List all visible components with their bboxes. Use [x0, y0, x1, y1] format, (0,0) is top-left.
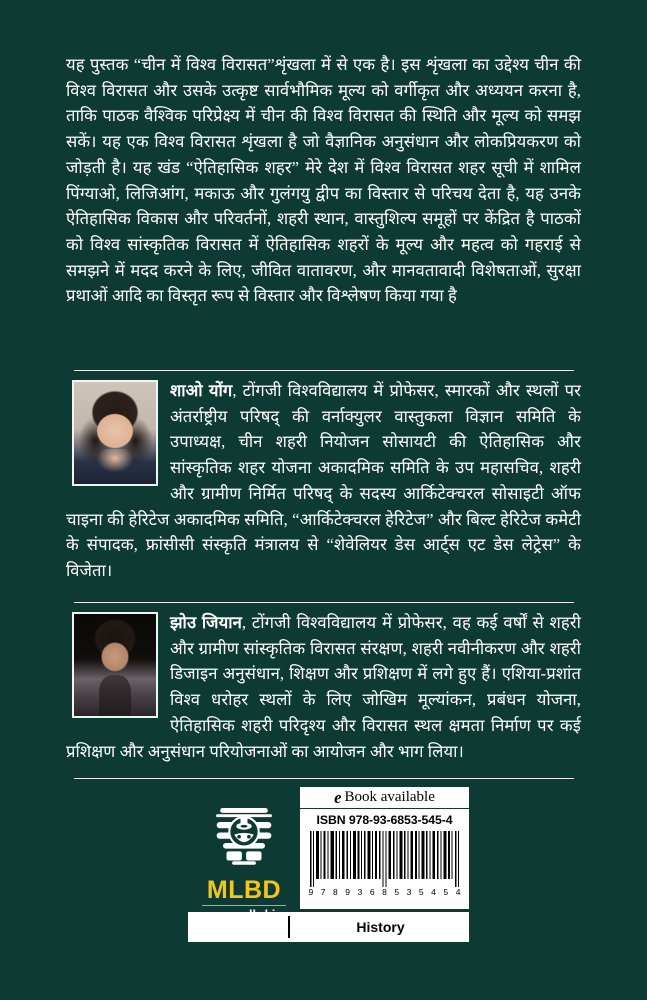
author-block-two [66, 610, 581, 764]
author-two-bio: , टोंगजी विश्वविद्यालय में प्रोफेसर, वह कई वर्षों से शहरी और ग्रामीण सांस्कृतिक विरासत संरक्षण, शहरी नवीनीकरण और शहरी डिजाइन अनुसंधान, शिक्षण और प्रशिक्षण में लगे हुए हैं। एशिया-प्रशांत विश्व धरोहर स्थलों के लिए जोखिम मूल्यांकन, प्रबंधन योजना, ऐतिहासिक शहरी परिदृश्य और विरासत स्थल क्षमता निर्माण पर कई प्रशिक्षण और अनुसंधान परियोजनाओं का आयोजन और भाग लिया। [66, 613, 581, 761]
ebook-label: Book available [344, 789, 435, 805]
zhou-jian-portrait [72, 612, 158, 718]
barcode-digit: 9 [345, 887, 351, 897]
barcode-digit: 9 [308, 887, 314, 897]
barcode-digit: 8 [333, 887, 338, 897]
barcode-digit: 4 [455, 887, 461, 897]
logo-underline [202, 905, 286, 906]
ebook-e-glyph: e [334, 787, 342, 807]
isbn-barcode-block [300, 809, 469, 909]
divider-above-footer [74, 778, 574, 779]
barcode-digit: 5 [443, 887, 449, 897]
category-bar [188, 912, 469, 942]
ebook-available-banner [300, 787, 469, 808]
shao-yong-portrait [72, 380, 158, 486]
barcode-digit: 4 [431, 887, 436, 897]
barcode-digit: 8 [382, 887, 387, 897]
barcode-digit: 7 [320, 887, 326, 897]
barcode-digit: 3 [357, 887, 363, 897]
author-one-name: शाओ योंग [170, 381, 233, 400]
divider-above-author-one [74, 370, 574, 371]
category-bar-divider [288, 916, 290, 938]
isbn-number: ISBN 978-93-6853-545-4 [316, 813, 453, 827]
barcode-digit: 6 [369, 887, 375, 897]
publisher-logo-block [188, 801, 300, 922]
barcode-icon [309, 831, 461, 887]
book-description: यह पुस्तक “चीन में विश्व विरासत”शृंखला में से एक है। इस शृंखला का उद्देश्य चीन की विश्व विरासत और उसके उत्कृष्ट सार्वभौमिक मूल्य को वर्गीकृत और अध्ययन करना है, ताकि पाठक वैश्विक परिप्रेक्ष्य में चीन की विश्व विरासत की स्थिति और मूल्य को समझ सकें। यह एक विश्व विरासत शृंखला है जो वैज्ञानिक अनुसंधान और लोकप्रियकरण को जोड़ती है। यह खंड “ऐतिहासिक शहर” मेरे देश में विश्व विरासत शहर सूची में शामिल पिंग्याओ, लिजिआंग, मकाऊ और गुलंगयु द्वीप का विस्तार से परिचय देता है, यह उनके ऐतिहासिक विकास और परिवर्तनों, शहरी स्थान, वास्तुशिल्प समूहों पर केंद्रित है पाठकों को विश्व सांस्कृतिक विरासत में ऐतिहासिक शहरों के मूल्य और महत्व को गहराई से समझने में मदद करने के लिए, जीवित वातावरण, और मानवतावादी विशेषताओं, सुरक्षा प्रथाओं आदि का विस्तृत रूप से विस्तार और विश्लेषण किया गया है [66, 55, 581, 306]
category-label: History [356, 919, 405, 935]
author-two-name: झोउ जियान [170, 613, 242, 632]
barcode-digit: 5 [394, 887, 400, 897]
barcode-digit-row [307, 887, 463, 897]
author-one-bio: , टोंगजी विश्वविद्यालय में प्रोफेसर, स्मारकों और स्थलों पर अंतर्राष्ट्रीय परिषद् की वर्नाक्युलर वास्तुकला विज्ञान समिति के उपाध्यक्ष, चीन शहरी नियोजन सोसायटी की ऐतिहासिक और सांस्कृतिक शहर योजना अकादमिक समिति के उप महासचिव, शहरी और ग्रामीण निर्मित परिषद् के सदस्य आर्किटेक्चरल सोसाइटी ऑफ चाइना की हेरिटेज अकादमिक समिति, “आर्किटेक्चरल हेरिटेज” और बिल्ट हेरिटेज कमेटी के संपादक, फ्रांसीसी संस्कृति मंत्रालय से “शेवेलियर डेस आर्ट्स एट डेस लेट्रेस” के विजेता। [66, 381, 581, 581]
barcode-digit: 5 [418, 887, 424, 897]
author-block-one [66, 378, 581, 584]
mlbd-emblem-icon [208, 801, 280, 871]
publisher-name: MLBD [206, 876, 282, 904]
barcode-digit: 3 [406, 887, 412, 897]
footer-panel [188, 787, 469, 942]
divider-between-authors [74, 602, 574, 603]
